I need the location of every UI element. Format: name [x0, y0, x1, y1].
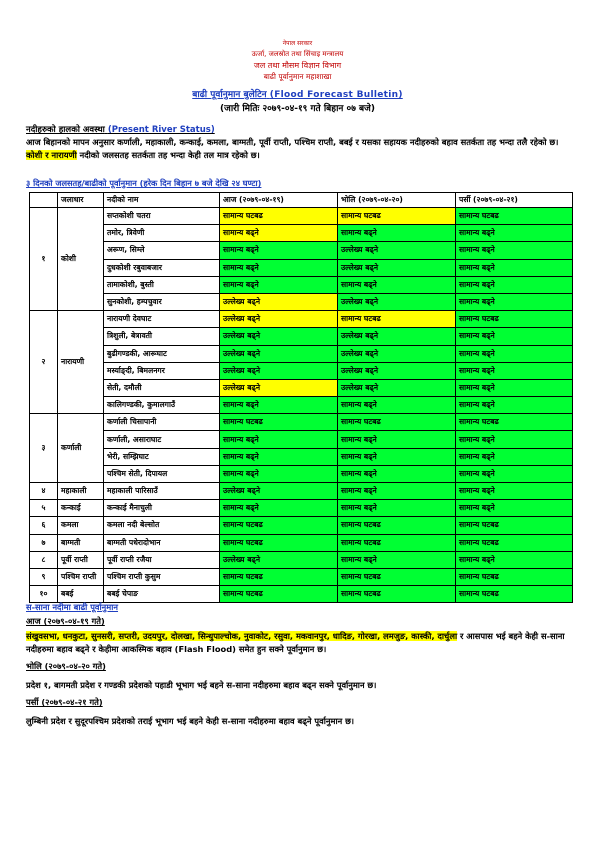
river-name: बाग्मती पधेरादोभान	[104, 534, 220, 551]
govt-label: नेपाल सरकार	[282, 40, 313, 47]
basin-number: ७	[30, 534, 58, 551]
forecast-cell-tom: उल्लेख्य बढ्ने	[338, 242, 456, 259]
forecast-cell-day3: सामान्य बढ्ने	[456, 551, 573, 568]
forecast-cell-day3: सामान्य घटबढ	[456, 568, 573, 585]
header-cell: आज (२०७९-०४-१९)	[220, 193, 338, 208]
forecast-cell-tom: सामान्य बढ्ने	[338, 276, 456, 293]
bulletin-title	[0, 87, 595, 100]
forecast-cell-today: सामान्य घटबढ	[220, 208, 338, 225]
river-name: मर्स्याङ्दी, बिमलनगर	[104, 362, 220, 379]
basin-number: ८	[30, 551, 58, 568]
forecast-cell-day3: सामान्य बढ्ने	[456, 276, 573, 293]
basin-name: कमला	[58, 517, 104, 534]
highlighted-districts: संखुवसभा, धनकुटा, सुनसरी, सप्तरी, उदयपुर, दोलखा, सिन्धुपाल्चोक, नुवाकोट, रसुवा, मकवानपुर, धादिङ, गोरखा, लमजुङ, कास्की, दार्चुला	[26, 631, 458, 641]
forecast-cell-day3: सामान्य बढ्ने	[456, 431, 573, 448]
forecast-cell-tom: सामान्य घटबढ	[338, 517, 456, 534]
forecast-cell-today: सामान्य बढ्ने	[220, 431, 338, 448]
present-status-heading: नदीहरुको हालको अवस्था (Present River Status)	[26, 125, 215, 135]
forecast-cell-day3: सामान्य बढ्ने	[456, 448, 573, 465]
forecast-cell-today: सामान्य बढ्ने	[220, 500, 338, 517]
forecast-cell-tom: सामान्य बढ्ने	[338, 500, 456, 517]
forecast-cell-tom: सामान्य बढ्ने	[338, 448, 456, 465]
forecast-cell-tom: सामान्य घटबढ	[338, 311, 456, 328]
basin-number: २	[30, 311, 58, 414]
forecast-cell-day3: सामान्य घटबढ	[456, 534, 573, 551]
table-row	[30, 208, 573, 225]
river-name: सुनकोशी, हम्पचुवार	[104, 293, 220, 310]
forecast-cell-today: सामान्य बढ्ने	[220, 397, 338, 414]
table-row	[30, 276, 573, 293]
highlighted-rivers: कोशी र नारायणी	[26, 150, 77, 160]
table-row	[30, 414, 573, 431]
river-name: कालिगण्डकी, कुमालगाउँ	[104, 397, 220, 414]
forecast-cell-day3: सामान्य बढ्ने	[456, 379, 573, 396]
forecast-table	[29, 192, 573, 603]
basin-name: पूर्वी राप्ती	[58, 551, 104, 568]
table-row	[30, 345, 573, 362]
forecast-cell-tom: सामान्य घटबढ	[338, 414, 456, 431]
forecast-cell-day3: सामान्य घटबढ	[456, 311, 573, 328]
forecast-cell-today: सामान्य घटबढ	[220, 568, 338, 585]
today-forecast-text: संखुवसभा, धनकुटा, सुनसरी, सप्तरी, उदयपुर, दोलखा, सिन्धुपाल्चोक, नुवाकोट, रसुवा, मकवानपुर, धादिङ, गोरखा, लमजुङ, कास्की, दार्चुला र आसपास भई बहने केही स-साना नदीहरुमा बहाव बढ्ने र केहीमा आकस्मिक बहाव (Flash Flood) समेत हुन सक्ने पूर्वानुमान छ।	[26, 631, 565, 654]
table-header-row	[30, 193, 573, 208]
table-row	[30, 311, 573, 328]
forecast-cell-day3: सामान्य बढ्ने	[456, 293, 573, 310]
forecast-cell-today: सामान्य बढ्ने	[220, 465, 338, 482]
basin-number: ९	[30, 568, 58, 585]
basin-number: ६	[30, 517, 58, 534]
forecast-cell-today: सामान्य घटबढ	[220, 414, 338, 431]
river-name: बबई चेपाङ	[104, 586, 220, 603]
day3-forecast-text: लुम्बिनी प्रदेश र सुदूरपश्चिम प्रदेशको तराई भूभाग भई बहने केही स-साना नदीहरुमा बहाव बढ्ने पूर्वानुमान छ।	[26, 716, 355, 726]
present-status-text: आज बिहानको मापन अनुसार कर्णाली, महाकाली, कन्काई, कमला, बाग्मती, पूर्वी राप्ती, पश्चिम राप्ती, बबई र यसका सहायक नदीहरुको बहाव सतर्कता तह भन्दा तलै रहेको छ।कोशी र नारायणी नदीको जलसतह सतर्कता तह भन्दा केही तल मात्र रहेको छ।	[26, 137, 559, 160]
header-cell: पर्सी (२०७९-०४-२१)	[456, 193, 573, 208]
table-row	[30, 397, 573, 414]
forecast-cell-day3: सामान्य बढ्ने	[456, 500, 573, 517]
river-name: कर्णाली चिसापानी	[104, 414, 220, 431]
table-row	[30, 293, 573, 310]
table-row	[30, 242, 573, 259]
forecast-cell-today: उल्लेख्य बढ्ने	[220, 362, 338, 379]
table-row	[30, 551, 573, 568]
forecast-cell-tom: सामान्य बढ्ने	[338, 465, 456, 482]
forecast-cell-day3: सामान्य बढ्ने	[456, 259, 573, 276]
forecast-cell-tom: उल्लेख्य बढ्ने	[338, 293, 456, 310]
forecast-cell-tom: सामान्य घटबढ	[338, 586, 456, 603]
forecast-cell-today: उल्लेख्य बढ्ने	[220, 483, 338, 500]
forecast-cell-today: सामान्य बढ्ने	[220, 448, 338, 465]
header-cell: नदीको नाम	[104, 193, 220, 208]
table-row	[30, 534, 573, 551]
day3-label: पर्सी (२०७९-०४-२१ गते)	[26, 697, 103, 707]
table-row	[30, 379, 573, 396]
basin-name: बाग्मती	[58, 534, 104, 551]
river-name: त्रिशुली, बेत्रावती	[104, 328, 220, 345]
small-rivers-heading: स-साना नदीमा बाढी पूर्वानुमान	[26, 602, 119, 612]
department-label: जल तथा मौसम विज्ञान विभाग	[253, 61, 342, 70]
table-row	[30, 568, 573, 585]
forecast-cell-day3: सामान्य बढ्ने	[456, 242, 573, 259]
forecast-cell-day3: सामान्य बढ्ने	[456, 225, 573, 242]
forecast-cell-tom: उल्लेख्य बढ्ने	[338, 328, 456, 345]
forecast-cell-tom: सामान्य बढ्ने	[338, 225, 456, 242]
forecast-cell-tom: उल्लेख्य बढ्ने	[338, 362, 456, 379]
forecast-cell-tom: सामान्य घटबढ	[338, 568, 456, 585]
river-name: सेती, दमौली	[104, 379, 220, 396]
forecast-cell-day3: सामान्य बढ्ने	[456, 362, 573, 379]
tomorrow-forecast-text: प्रदेश १, बागमती प्रदेश र गण्डकी प्रदेशको पहाडी भूभाग भई बहने स-साना नदीहरुमा बहाव बढ्न सक्ने पूर्वानुमान छ।	[26, 680, 377, 690]
forecast-cell-day3: सामान्य घटबढ	[456, 208, 573, 225]
forecast-cell-today: सामान्य घटबढ	[220, 517, 338, 534]
basin-name: नारायणी	[58, 311, 104, 414]
basin-name: कन्काई	[58, 500, 104, 517]
basin-name: कर्णाली	[58, 414, 104, 483]
river-name: सप्तकोशी चतरा	[104, 208, 220, 225]
forecast-cell-tom: सामान्य बढ्ने	[338, 483, 456, 500]
river-name: बुढीगण्डकी, आरूघाट	[104, 345, 220, 362]
forecast-cell-today: उल्लेख्य बढ्ने	[220, 379, 338, 396]
forecast-cell-today: उल्लेख्य बढ्ने	[220, 293, 338, 310]
forecast-cell-tom: सामान्य बढ्ने	[338, 397, 456, 414]
river-name: कर्णाली, असाराघाट	[104, 431, 220, 448]
bulletin-title-en: (Flood Forecast Bulletin)	[269, 90, 403, 100]
forecast-cell-today: सामान्य बढ्ने	[220, 242, 338, 259]
river-name: नारायणी देवघाट	[104, 311, 220, 328]
river-name: भेरी, सम्झिघाट	[104, 448, 220, 465]
forecast-cell-today: उल्लेख्य बढ्ने	[220, 311, 338, 328]
issue-date: (जारी मितिः २०७९-०४-१९ गते बिहान ०७ बजे)	[220, 104, 375, 114]
table-row	[30, 259, 573, 276]
table-row	[30, 586, 573, 603]
ministry-label: ऊर्जा, जलस्रोत तथा सिंचाइ मन्त्रालय	[251, 50, 344, 58]
forecast-cell-today: सामान्य घटबढ	[220, 534, 338, 551]
today-label: आज (२०७९-०४-१९ गते)	[26, 616, 105, 626]
table-row	[30, 465, 573, 482]
table-row	[30, 500, 573, 517]
river-name: कमला नदी बेल्सोत	[104, 517, 220, 534]
basin-number: ५	[30, 500, 58, 517]
basin-number: ३	[30, 414, 58, 483]
forecast-cell-today: उल्लेख्य बढ्ने	[220, 551, 338, 568]
forecast-heading: ३ दिनको जलसतह/बाढीको पूर्वानुमान (हरेक दिन बिहान ७ बजे देखि २४ घण्टा)	[26, 178, 262, 188]
forecast-cell-today: सामान्य बढ्ने	[220, 259, 338, 276]
forecast-cell-day3: सामान्य बढ्ने	[456, 345, 573, 362]
table-row	[30, 448, 573, 465]
forecast-cell-tom: उल्लेख्य बढ्ने	[338, 345, 456, 362]
forecast-cell-tom: सामान्य बढ्ने	[338, 551, 456, 568]
river-name: तामाकोशी, बुस्ती	[104, 276, 220, 293]
forecast-cell-tom: सामान्य बढ्ने	[338, 431, 456, 448]
forecast-cell-today: सामान्य बढ्ने	[220, 276, 338, 293]
tomorrow-label: भोलि (२०७९-०४-२० गते)	[26, 661, 106, 671]
forecast-cell-day3: सामान्य घटबढ	[456, 414, 573, 431]
table-row	[30, 483, 573, 500]
river-name: अरूण, सिम्ले	[104, 242, 220, 259]
forecast-cell-today: सामान्य बढ्ने	[220, 225, 338, 242]
basin-name: पश्चिम राप्ती	[58, 568, 104, 585]
river-name: पश्चिम राप्ती कुसुम	[104, 568, 220, 585]
river-name: पूर्वी राप्ती रजैया	[104, 551, 220, 568]
basin-name: महाकाली	[58, 483, 104, 500]
river-name: तमोर, त्रिवेणी	[104, 225, 220, 242]
division-label: बाढी पूर्वानुमान महाशाखा	[263, 72, 332, 81]
basin-number: १०	[30, 586, 58, 603]
river-name: दुधकोशी रबुवाबजार	[104, 259, 220, 276]
forecast-cell-day3: सामान्य घटबढ	[456, 517, 573, 534]
forecast-cell-tom: उल्लेख्य बढ्ने	[338, 379, 456, 396]
basin-number: १	[30, 208, 58, 311]
forecast-cell-day3: सामान्य बढ्ने	[456, 465, 573, 482]
header-cell: भोलि (२०७९-०४-२०)	[338, 193, 456, 208]
river-name: कन्काई मैनाचुली	[104, 500, 220, 517]
table-row	[30, 431, 573, 448]
river-name: पश्चिम सेती, दिपायल	[104, 465, 220, 482]
forecast-cell-tom: उल्लेख्य बढ्ने	[338, 259, 456, 276]
basin-name: कोशी	[58, 208, 104, 311]
table-row	[30, 225, 573, 242]
table-row	[30, 328, 573, 345]
forecast-cell-day3: सामान्य घटबढ	[456, 586, 573, 603]
header-cell: जलाधार	[58, 193, 104, 208]
forecast-cell-today: उल्लेख्य बढ्ने	[220, 345, 338, 362]
river-name: महाकाली पारिसाउँ	[104, 483, 220, 500]
forecast-cell-day3: सामान्य बढ्ने	[456, 397, 573, 414]
forecast-cell-tom: सामान्य घटबढ	[338, 208, 456, 225]
forecast-cell-day3: सामान्य बढ्ने	[456, 328, 573, 345]
basin-number: ४	[30, 483, 58, 500]
forecast-cell-today: उल्लेख्य बढ्ने	[220, 328, 338, 345]
forecast-cell-day3: सामान्य बढ्ने	[456, 483, 573, 500]
header-cell	[30, 193, 58, 208]
forecast-cell-tom: सामान्य घटबढ	[338, 534, 456, 551]
basin-name: बबई	[58, 586, 104, 603]
table-row	[30, 362, 573, 379]
bulletin-title-np: बाढी पूर्वानुमान बुलेटिन	[192, 90, 267, 100]
table-row	[30, 517, 573, 534]
forecast-cell-today: सामान्य घटबढ	[220, 586, 338, 603]
